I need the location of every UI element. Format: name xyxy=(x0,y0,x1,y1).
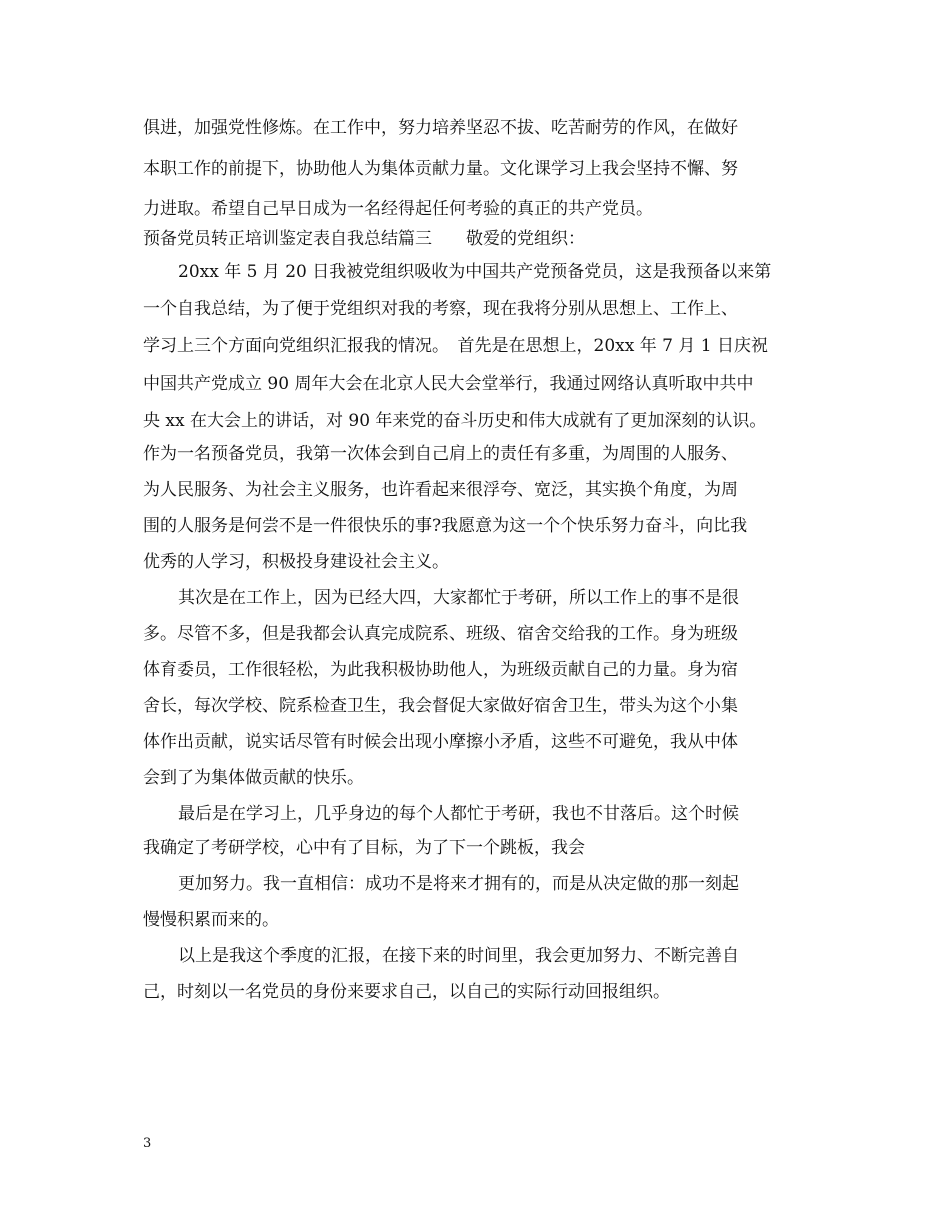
text-line: 会到了为集体做贡献的快乐。 xyxy=(143,768,364,788)
text-line: 优秀的人学习，积极投身建设社会主义。 xyxy=(143,552,449,572)
text-line: 多。尽管不多，但是我都会认真完成院系、班级、宿舍交给我的工作。身为班级 xyxy=(143,624,738,644)
text-line: 本职工作的前提下，协助他人为集体贡献力量。文化课学习上我会坚持不懈、努 xyxy=(143,159,738,179)
text-line: 20xx 年 5 月 20 日我被党组织吸收为中国共产党预备党员，这是我预备以来第 xyxy=(178,262,772,282)
text-line: 中国共产党成立 90 周年大会在北京人民大会堂举行，我通过网络认真听取中共中 xyxy=(143,374,754,394)
text-line: 央 xx 在大会上的讲话，对 90 年来党的奋斗历史和伟大成就有了更加深刻的认识。 xyxy=(143,411,767,431)
text-line: 舍长，每次学校、院系检查卫生，我会督促大家做好宿舍卫生，带头为这个小集 xyxy=(143,696,738,716)
text-line: 学习上三个方面向党组织汇报我的情况。 首先是在思想上，20xx 年 7 月 1 日庆祝 xyxy=(143,336,768,356)
text-line: 我确定了考研学校，心中有了目标，为了下一个跳板，我会 xyxy=(143,838,585,858)
text-line: 围的人服务是何尝不是一件很快乐的事?我愿意为这一个个快乐努力奋斗，向比我 xyxy=(143,516,748,536)
text-line: 作为一名预备党员，我第一次体会到自己肩上的责任有多重，为周围的人服务、 xyxy=(143,444,738,464)
text-line: 以上是我这个季度的汇报，在接下来的时间里，我会更加努力、不断完善自 xyxy=(178,946,739,966)
text-line: 一个自我总结，为了便于党组织对我的考察，现在我将分别从思想上、工作上、 xyxy=(143,299,738,319)
text-line: 俱进，加强党性修炼。在工作中，努力培养坚忍不拔、吃苦耐劳的作风，在做好 xyxy=(143,118,738,138)
text-line: 为人民服务、为社会主义服务，也许看起来很浮夸、宽泛，其实换个角度，为周 xyxy=(143,480,738,500)
text-line: 体作出贡献，说实话尽管有时候会出现小摩擦小矛盾，这些不可避免，我从中体 xyxy=(143,732,738,752)
text-line: 己，时刻以一名党员的身份来要求自己，以自己的实际行动回报组织。 xyxy=(143,982,670,1002)
text-line: 最后是在学习上，几乎身边的每个人都忙于考研，我也不甘落后。这个时候 xyxy=(178,804,739,824)
text-line: 慢慢积累而来的。 xyxy=(143,910,279,930)
section-heading-line: 预备党员转正培训鉴定表自我总结篇三 敬爱的党组织： xyxy=(143,229,585,249)
text-line: 更加努力。我一直相信：成功不是将来才拥有的，而是从决定做的那一刻起 xyxy=(178,874,739,894)
text-line: 其次是在工作上，因为已经大四，大家都忙于考研，所以工作上的事不是很 xyxy=(178,588,739,608)
text-line: 体育委员，工作很轻松，为此我积极协助他人，为班级贡献自己的力量。身为宿 xyxy=(143,660,738,680)
page-number: 3 xyxy=(143,1136,152,1151)
text-line: 力进取。希望自己早日成为一名经得起任何考验的真正的共产党员。 xyxy=(143,199,653,219)
